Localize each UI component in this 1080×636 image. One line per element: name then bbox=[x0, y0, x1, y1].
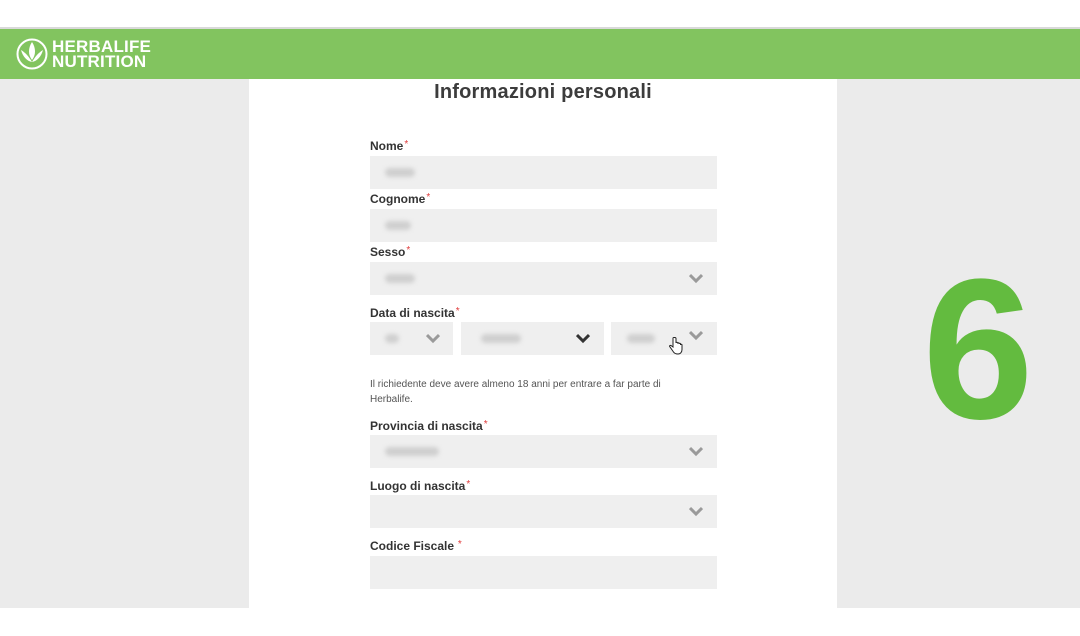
age-requirement-note: Il richiedente deve avere almeno 18 anni per entrare a far parte di Herbalife. bbox=[370, 379, 661, 405]
required-marker: * bbox=[455, 306, 460, 317]
data-nascita-label-text: Data di nascita bbox=[370, 306, 455, 320]
cognome-input[interactable] bbox=[370, 209, 717, 242]
birth-month-select[interactable] bbox=[461, 322, 604, 355]
sesso-select[interactable] bbox=[370, 262, 717, 295]
codice-fiscale-label bbox=[370, 539, 462, 553]
herbalife-leaf-icon bbox=[16, 38, 48, 70]
required-marker: * bbox=[466, 479, 471, 490]
chevron-down-icon bbox=[576, 332, 590, 344]
provincia-label bbox=[370, 419, 488, 433]
herbalife-logo[interactable] bbox=[16, 37, 151, 71]
sesso-label-text: Sesso bbox=[370, 245, 406, 259]
data-nascita-label bbox=[370, 306, 460, 320]
luogo-select[interactable] bbox=[370, 495, 717, 528]
logo-wordmark bbox=[52, 39, 151, 69]
chevron-down-icon bbox=[689, 505, 703, 517]
required-marker: * bbox=[426, 192, 431, 203]
provincia-select[interactable] bbox=[370, 435, 717, 468]
birth-year-select[interactable] bbox=[611, 322, 717, 355]
luogo-label-text: Luogo di nascita bbox=[370, 479, 466, 493]
redacted-value bbox=[627, 334, 655, 343]
codice-fiscale-input[interactable] bbox=[370, 556, 717, 589]
sesso-label bbox=[370, 245, 410, 259]
redacted-value bbox=[385, 274, 415, 283]
required-marker: * bbox=[404, 139, 409, 150]
required-marker: * bbox=[483, 419, 488, 430]
step-number: 6 bbox=[922, 238, 1034, 461]
required-marker: * bbox=[406, 245, 411, 256]
site-header bbox=[0, 29, 1080, 79]
nome-input[interactable] bbox=[370, 156, 717, 189]
logo-line-2: NUTRITION bbox=[52, 52, 147, 71]
chevron-down-icon bbox=[426, 332, 440, 344]
nome-label-text: Nome bbox=[370, 139, 404, 153]
chevron-down-icon bbox=[689, 445, 703, 457]
cognome-label bbox=[370, 192, 430, 206]
chevron-down-icon bbox=[689, 272, 703, 284]
logo-line-1: HERBALIFE bbox=[52, 37, 152, 56]
hand-pointer-icon bbox=[669, 337, 683, 355]
nome-label bbox=[370, 139, 408, 153]
form-panel bbox=[249, 79, 837, 608]
top-strip bbox=[0, 0, 1080, 29]
chevron-down-icon bbox=[689, 329, 703, 341]
redacted-value bbox=[385, 447, 439, 456]
page-title: Informazioni personali bbox=[434, 81, 652, 103]
luogo-label bbox=[370, 479, 470, 493]
redacted-value bbox=[385, 168, 415, 177]
cognome-label-text: Cognome bbox=[370, 192, 426, 206]
required-marker: * bbox=[455, 539, 462, 550]
provincia-label-text: Provincia di nascita bbox=[370, 419, 483, 433]
redacted-value bbox=[481, 334, 521, 343]
bottom-strip bbox=[0, 608, 1080, 636]
birth-day-select[interactable] bbox=[370, 322, 453, 355]
codice-fiscale-label-text: Codice Fiscale bbox=[370, 539, 455, 553]
redacted-value bbox=[385, 221, 411, 230]
redacted-value bbox=[385, 334, 399, 343]
